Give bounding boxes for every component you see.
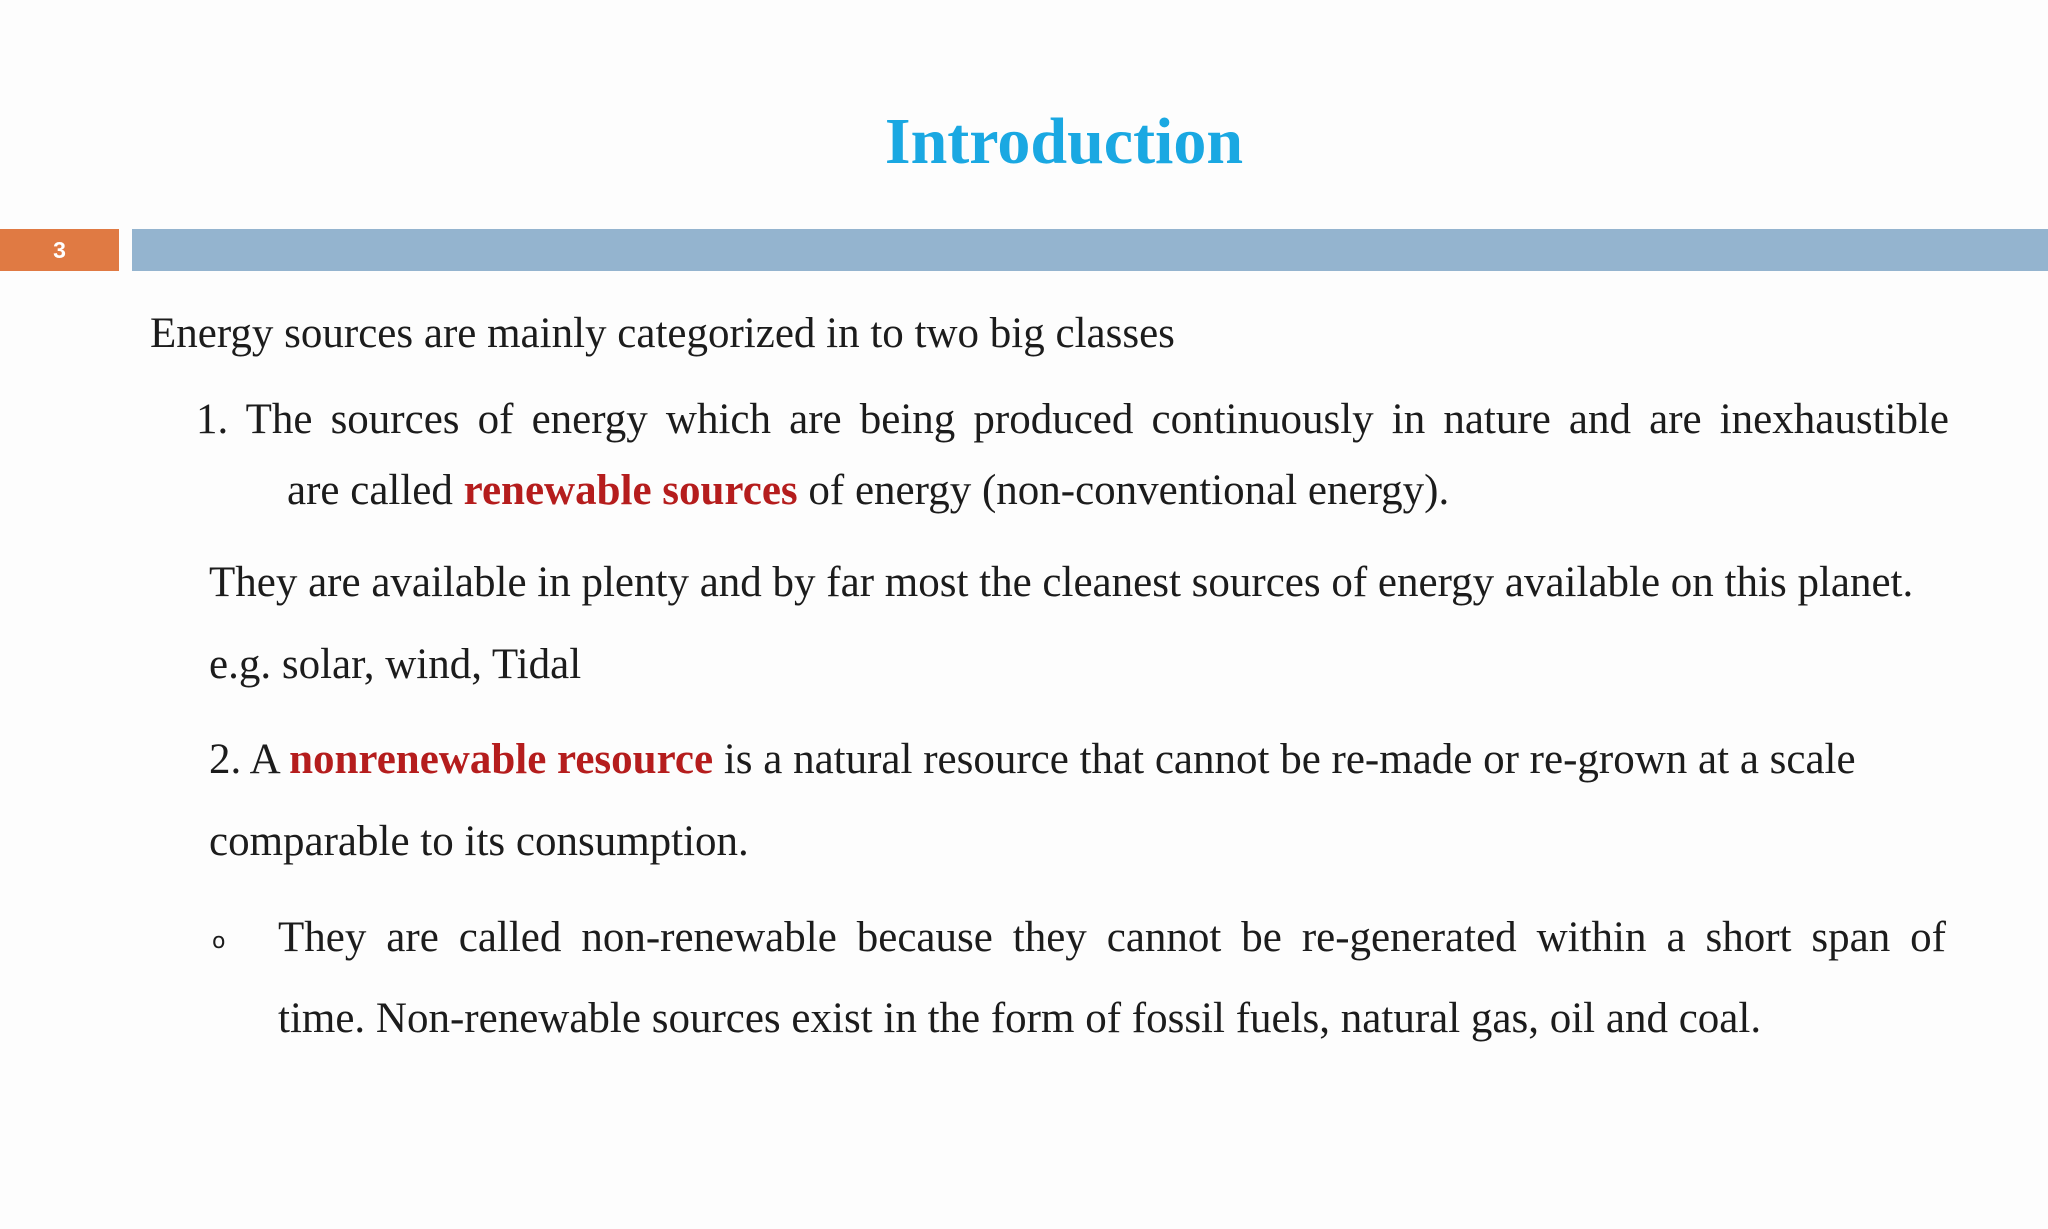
renewable-item-line1: 1. The sources of energy which are being produced continuously in nature and are inexhaustible (196, 396, 1949, 443)
nonrenewable-item-line1 (209, 732, 1856, 788)
nonrenewable-item-suffix: is a natural resource that cannot be re-made or re-grown at a scale (713, 736, 1856, 783)
bullet-text-line1: They are called non-renewable because they cannot be re-generated within a short span of (278, 914, 1946, 961)
nonrenewable-item-prefix: 2. A (209, 736, 290, 783)
renewable-detail-text: They are available in plenty and by far most the cleanest sources of energy available on this planet. (209, 559, 1914, 606)
header-bar (132, 229, 2048, 271)
nonrenewable-resource-highlight: nonrenewable resource (289, 736, 714, 783)
intro-text: Energy sources are mainly categorized in to two big classes (150, 310, 1175, 357)
renewable-item-suffix: of energy (non-conventional energy). (797, 467, 1450, 514)
slide-number: 3 (0, 229, 119, 271)
bullet-circle-icon: o (212, 929, 226, 954)
renewable-item-line2 (287, 463, 1449, 519)
renewable-item-prefix: are called (287, 467, 464, 514)
nonrenewable-item-line2: comparable to its consumption. (209, 818, 749, 865)
renewable-examples-text: e.g. solar, wind, Tidal (209, 641, 582, 688)
slide-title: Introduction (884, 105, 1244, 178)
renewable-sources-highlight: renewable sources (463, 467, 798, 514)
bullet-text-line2: time. Non-renewable sources exist in the form of fossil fuels, natural gas, oil and coal. (278, 995, 1762, 1042)
